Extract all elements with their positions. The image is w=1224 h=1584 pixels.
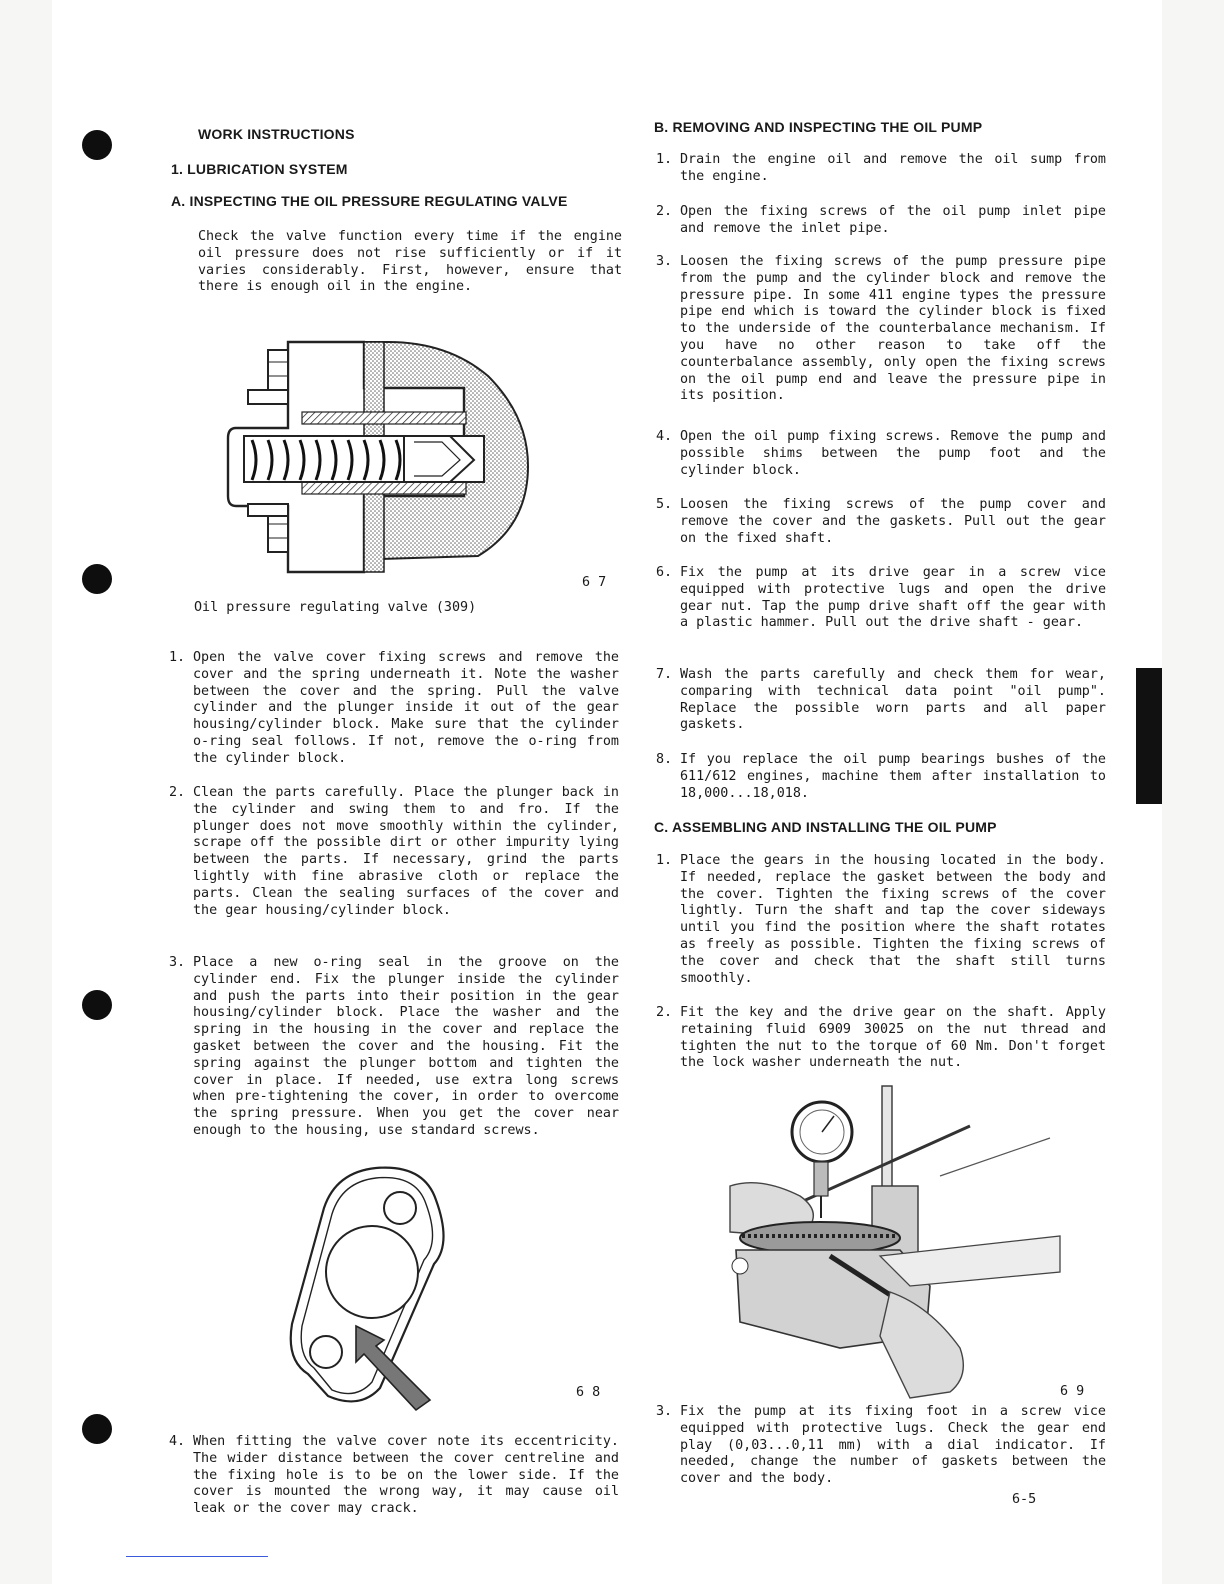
binder-hole	[82, 1414, 112, 1444]
step-text: Drain the engine oil and remove the oil sump from the engine.	[680, 152, 1106, 184]
section-b-heading: B. REMOVING AND INSPECTING THE OIL PUMP	[654, 119, 983, 135]
step-number: 1.	[169, 650, 186, 665]
list-item	[656, 1404, 1106, 1492]
step-number: 3.	[656, 254, 673, 269]
list-item	[656, 853, 1106, 993]
list-item	[656, 254, 1106, 410]
binder-hole	[82, 990, 112, 1020]
figure-67-caption: Oil pressure regulating valve (309)	[194, 600, 477, 615]
list-item	[656, 1005, 1106, 1093]
figure-67-number: 6 7	[582, 575, 607, 590]
step-text: Open the valve cover fixing screws and remove the cover and the spring underneath it. Note the washer between the cover and the spring. Pull the valve cylinder and the plunger inside it out of the gear housing/cylinder block. Make sure that the cylinder o-ring seal follows. If not, remove the o-ring from the cylinder block.	[193, 650, 619, 766]
step-number: 2.	[656, 204, 673, 219]
figure-69-number: 6 9	[1060, 1384, 1085, 1399]
binder-hole	[82, 564, 112, 594]
step-text: If you replace the oil pump bearings bushes of the 611/612 engines, machine them after installation to 18,000...18,018.	[680, 752, 1106, 801]
list-item	[656, 429, 1106, 483]
list-item	[656, 152, 1106, 188]
section-a-heading: A. INSPECTING THE OIL PRESSURE REGULATING VALVE	[171, 193, 568, 209]
step-text: When fitting the valve cover note its eccentricity. The wider distance between the cover centreline and the fixing hole is to be on the lower side. If the cover is mounted the wrong way, it may cause oil leak or the cover may crack.	[193, 1434, 619, 1517]
page-number: 6-5	[1012, 1492, 1037, 1507]
step-text: Clean the parts carefully. Place the plunger back in the cylinder and swing them to and fro. If the plunger does not move smoothly within the cylinder, scrape off the possible dirt or other impurity lying between the parts. If necessary, grind the parts lightly with fine abrasive cloth or replace the parts. Clean the sealing surfaces of the cover and the gear housing/cylinder block.	[193, 785, 619, 918]
step-text: Open the fixing screws of the oil pump inlet pipe and remove the inlet pipe.	[680, 204, 1106, 236]
step-number: 2.	[169, 785, 186, 800]
step-number: 8.	[656, 752, 673, 767]
section-c-heading: C. ASSEMBLING AND INSTALLING THE OIL PUMP	[654, 819, 997, 835]
list-item	[656, 565, 1106, 653]
section-1-heading: 1. LUBRICATION SYSTEM	[171, 161, 348, 177]
work-instructions-heading: WORK INSTRUCTIONS	[198, 126, 355, 142]
step-text: Fit the key and the drive gear on the shaft. Apply retaining fluid 6909 30025 on the nut thread and tighten the nut to the torque of 60 Nm. Don't forget the lock washer underneath the nut.	[680, 1005, 1106, 1071]
list-item	[656, 204, 1106, 240]
step-text: Fix the pump at its drive gear in a screw vice equipped with protective lugs and open the drive gear nut. Tap the pump drive shaft off the gear with a plastic hammer. Pull out the drive shaft - gear.	[680, 565, 1106, 631]
step-number: 2.	[656, 1005, 673, 1020]
list-item	[169, 785, 619, 937]
figure-68-number: 6 8	[576, 1385, 601, 1400]
step-number: 4.	[169, 1434, 186, 1449]
section-tab-marker	[1136, 668, 1162, 804]
step-number: 3.	[169, 955, 186, 970]
figure-68-cover-diagram	[284, 1164, 454, 1412]
step-number: 7.	[656, 667, 673, 682]
section-a-intro: Check the valve function every time if the engine oil pressure does not rise sufficiently or if it varies considerably. First, however, ensure that there is enough oil in the engine.	[198, 229, 622, 295]
list-item	[169, 1434, 619, 1539]
step-number: 1.	[656, 152, 673, 167]
step-number: 4.	[656, 429, 673, 444]
step-text: Place a new o-ring seal in the groove on the cylinder end. Fix the plunger inside the cylinder and push the parts into their position in the gear housing/cylinder block. Place the washer and the spring in the housing in the cover and replace the gasket between the cover and the housing. Fit the spring against the plunger bottom and tighten the cover in place. If needed, use extra long screws when pre-tightening the cover, in order to overcome the spring pressure. When you get the cover near enough to the housing, use standard screws.	[193, 955, 619, 1138]
figure-67-valve-diagram	[228, 336, 530, 580]
list-item	[169, 955, 619, 1160]
step-text: Fix the pump at its fixing foot in a screw vice equipped with protective lugs. Check the gear end play (0,03...0,11 mm) with a dial indicator. If needed, change the number of gaskets between the cover and the body.	[680, 1404, 1106, 1487]
step-text: Loosen the fixing screws of the pump pressure pipe from the pump and the cylinder block and remove the pressure pipe. In some 411 engine types the pressure pipe end which is toward the cylinder block is fixed to the underside of the counterbalance mechanism. If you have no other reason to take off the counterbalance assembly, only open the fixing screws on the oil pump end and leave the pressure pipe in its position.	[680, 254, 1106, 404]
step-text: Loosen the fixing screws of the pump cover and remove the cover and the gaskets. Pull out the gear on the fixed shaft.	[680, 497, 1106, 546]
figure-69-dial-indicator-illustration	[730, 1086, 1060, 1398]
step-text: Wash the parts carefully and check them for wear, comparing with technical data point "oil pump". Replace the possible worn parts and all paper gaskets.	[680, 667, 1106, 733]
step-number: 5.	[656, 497, 673, 512]
step-text: Open the oil pump fixing screws. Remove the pump and possible shims between the pump foot and the cylinder block.	[680, 429, 1106, 478]
list-item	[656, 752, 1106, 806]
step-number: 6.	[656, 565, 673, 580]
binder-hole	[82, 130, 112, 160]
list-item	[169, 650, 619, 770]
bottom-rule	[126, 1556, 268, 1557]
list-item	[656, 667, 1106, 739]
list-item	[656, 497, 1106, 551]
step-number: 1.	[656, 853, 673, 868]
step-text: Place the gears in the housing located in the body. If needed, replace the gasket between the body and the cover. Tighten the fixing screws of the cover lightly. Turn the shaft and tap the cover sideways until you find the position where the shaft rotates as freely as possible. Tighten the fixing screws of the cover and check that the shaft still turns smoothly.	[680, 853, 1106, 986]
step-number: 3.	[656, 1404, 673, 1419]
